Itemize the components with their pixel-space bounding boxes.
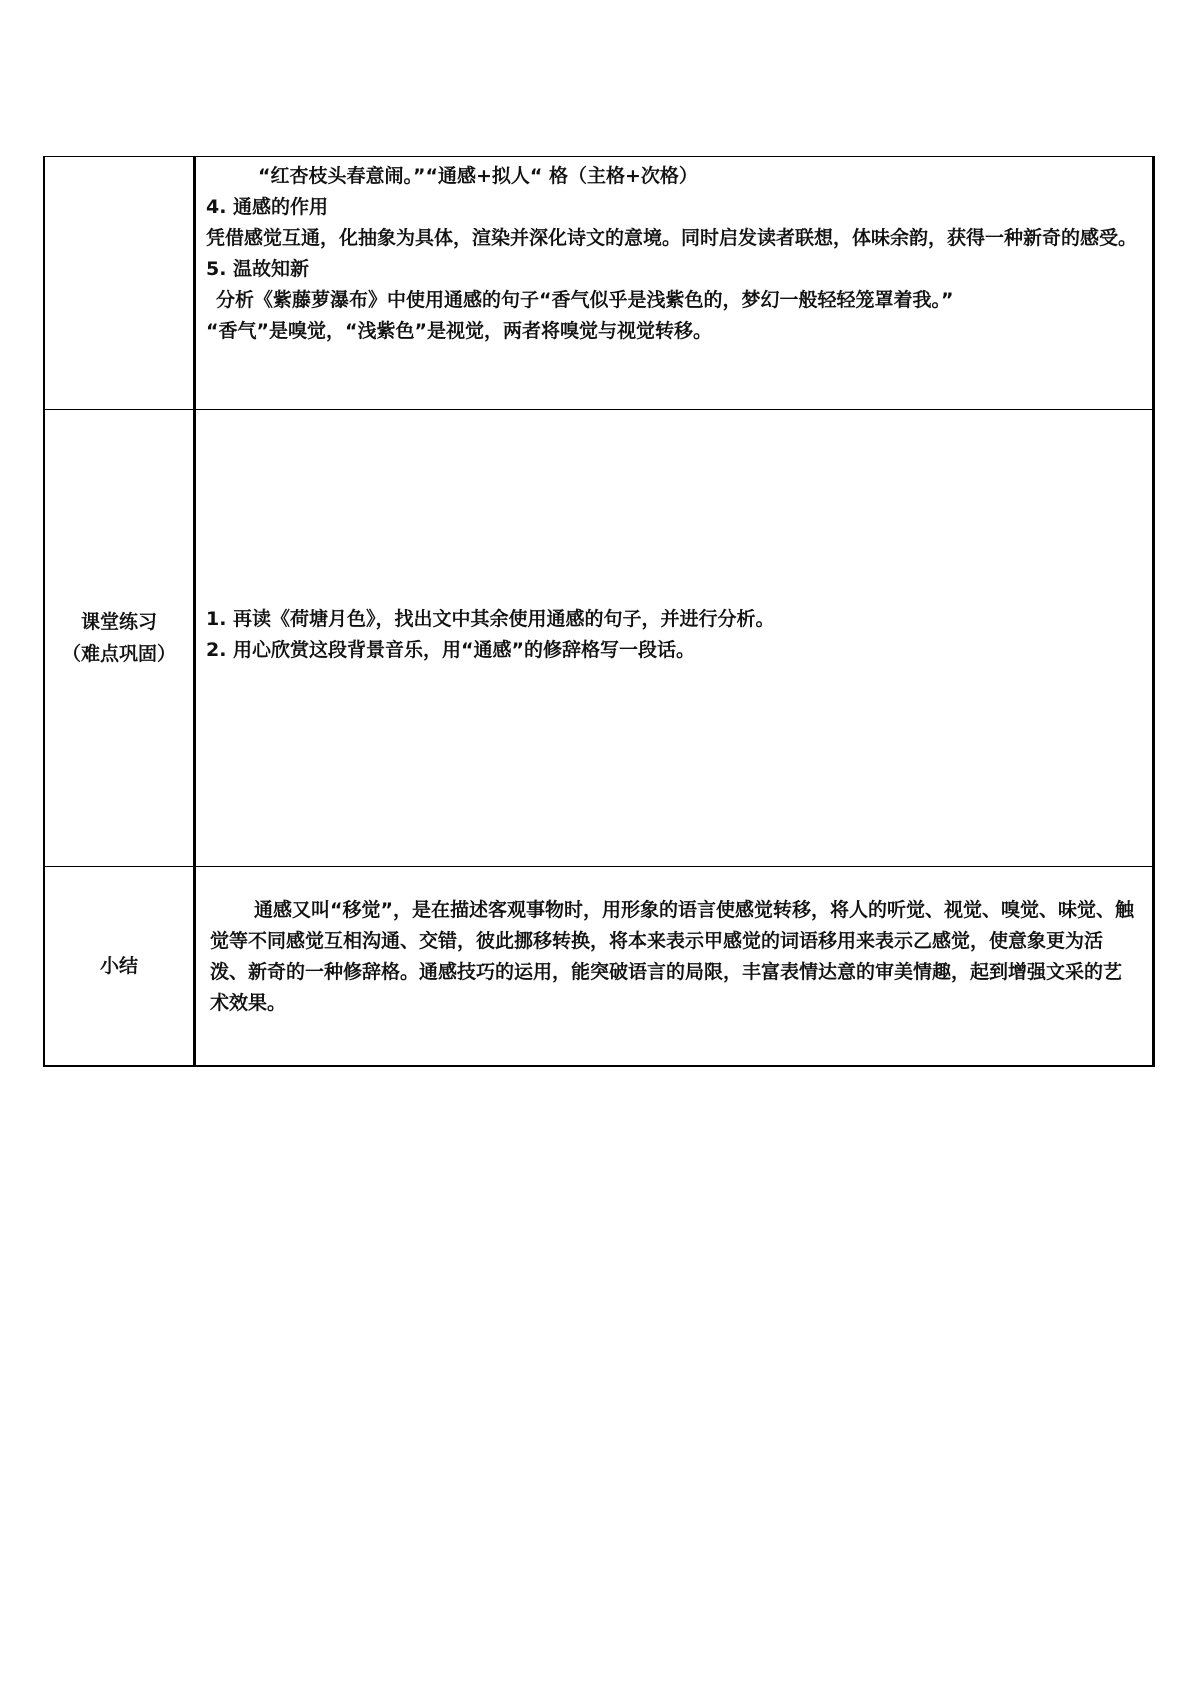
analysis-cell (195, 157, 1154, 410)
summary-label: 小结 (99, 955, 138, 977)
effect-text: 凭借感觉互通，化抽象为具体，渲染并深化诗文的意境。同时启发读者联想，体味余韵，获得一种新奇的感受。 (206, 227, 1138, 249)
table-row (44, 410, 1154, 867)
exercise-label: 课堂练习 (80, 611, 157, 633)
lesson-plan-table (43, 156, 1155, 1067)
exercise-item: 1. 再读《荷塘月色》，找出文中其余使用通感的句子，并进行分析。 (206, 608, 775, 630)
example-line: “红杏枝头春意闹。”“通感+拟人“ 格（主格+次格） (258, 165, 698, 187)
summary-cell (195, 867, 1154, 1067)
row-label-exercise (44, 410, 195, 867)
summary-paragraph: 通感又叫“移觉”，是在描述客观事物时，用形象的语言使感觉转移，将人的听觉、视觉、嗅觉、味觉、触觉等不同感觉互相沟通、交错，彼此挪移转换，将本来表示甲感觉的词语移用来表示乙感觉，使意象更为活泼、新奇的一种修辞格。通感技巧的运用，能突破语言的局限，丰富表情达意的审美情趣，起到增强文采的艺术效果。 (210, 899, 1134, 1014)
row-label-summary (44, 867, 195, 1067)
exercise-cell (195, 410, 1154, 867)
table-row (44, 867, 1154, 1067)
exercise-item: 2. 用心欣赏这段背景音乐，用“通感”的修辞格写一段话。 (206, 639, 696, 661)
review-explanation: “香气”是嗅觉，“浅紫色”是视觉，两者将嗅觉与视觉转移。 (206, 320, 712, 342)
exercise-sublabel: （难点巩固） (61, 643, 176, 665)
table-row (44, 157, 1154, 410)
section-heading-effect: 4. 通感的作用 (206, 196, 329, 218)
section-heading-review: 5. 温故知新 (206, 258, 310, 280)
review-text: 分析《紫藤萝瀑布》中使用通感的句子“香气似乎是浅紫色的，梦幻一般轻轻笼罩着我。” (216, 289, 954, 311)
row-label-empty (44, 157, 195, 410)
